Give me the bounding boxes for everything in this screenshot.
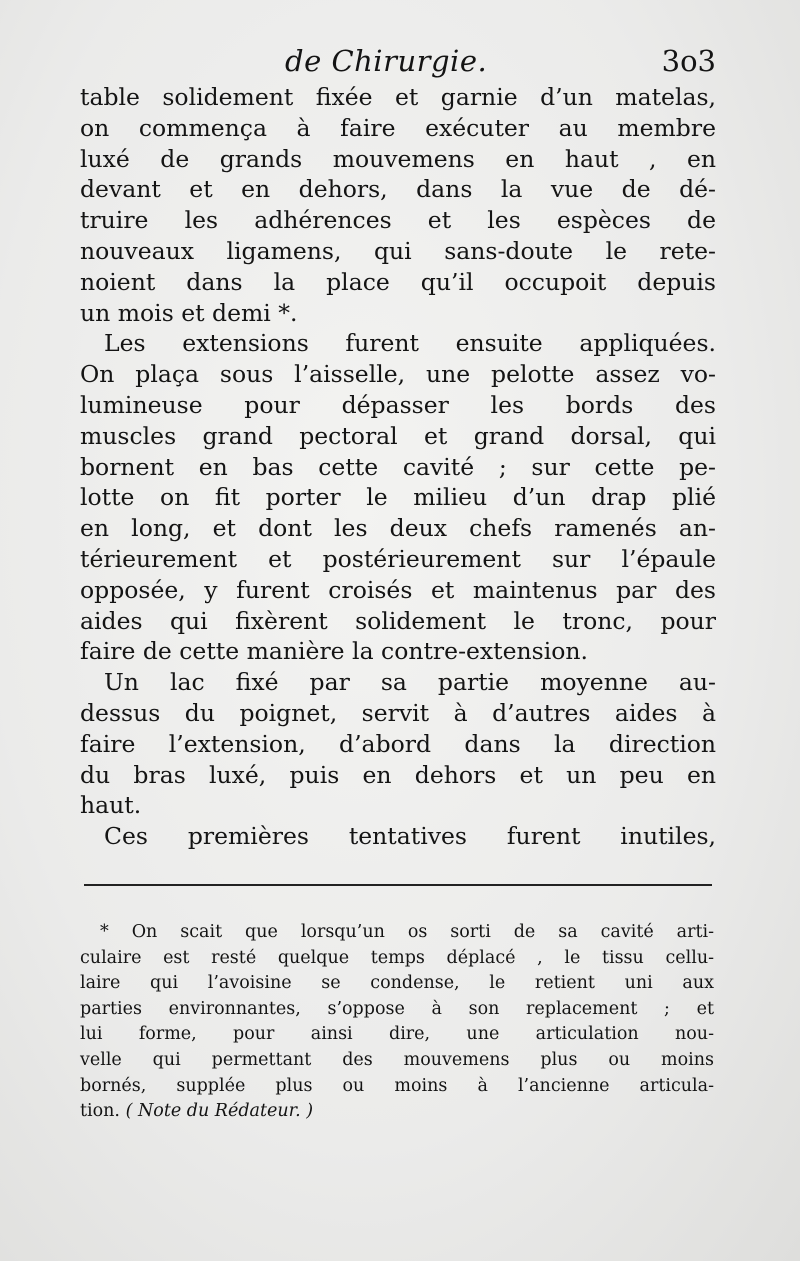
text-line: Un lac fixé par sa partie moyenne au- <box>104 668 716 697</box>
running-title: de Chirurgie. <box>285 44 488 78</box>
text-line: du bras luxé, puis en dehors et un peu en <box>80 760 716 789</box>
text-line: un mois et demi *. <box>80 298 298 327</box>
text-line: On plaça sous l’aisselle, une pelotte assez vo- <box>80 360 716 389</box>
footnote-line: bornés, supplée plus ou moins à l’ancienne articula- <box>80 1075 714 1096</box>
footnote-attribution: ( Note du Rédateur. ) <box>125 1101 314 1122</box>
footnote <box>80 920 714 1125</box>
footnote-line: velle qui permettant des mouvemens plus ou moins <box>80 1049 714 1070</box>
text-line: dessus du poignet, servit à d’autres aides à <box>80 698 716 727</box>
text-line: opposée, y furent croisés et maintenus par des <box>80 575 716 604</box>
text-line: bornent en bas cette cavité ; sur cette pe- <box>80 452 716 481</box>
body-text <box>80 82 716 852</box>
text-line: lotte on fit porter le milieu d’un drap plié <box>80 483 716 512</box>
text-line: lumineuse pour dépasser les bords des <box>80 390 716 419</box>
footnote-line: parties environnantes, s’oppose à son replacement ; et <box>80 998 714 1019</box>
footnote-line: * On scait que lorsqu’un os sorti de sa cavité arti- <box>100 922 714 942</box>
text-line: noient dans la place qu’il occupoit depuis <box>80 267 716 296</box>
text-line: truire les adhérences et les espèces de <box>80 206 716 235</box>
text-line: luxé de grands mouvemens en haut , en <box>80 144 716 173</box>
footnote-line <box>80 1099 714 1125</box>
text-line: nouveaux ligamens, qui sans-doute le rete- <box>80 236 716 265</box>
text-line: aides qui fixèrent solidement le tronc, pour <box>80 606 716 635</box>
text-line: haut. <box>80 791 142 820</box>
text-line: faire de cette manière la contre-extension. <box>80 637 588 666</box>
text-line: on commença à faire exécuter au membre <box>80 113 716 142</box>
text-line: devant et en dehors, dans la vue de dé- <box>80 175 716 204</box>
text-line: faire l’extension, d’abord dans la direction <box>80 729 716 758</box>
text-line: térieurement et postérieurement sur l’épaule <box>80 544 716 573</box>
text-line: muscles grand pectoral et grand dorsal, qui <box>80 421 716 450</box>
page-number: 3o3 <box>661 44 716 78</box>
footnote-divider <box>84 884 712 886</box>
text-line: Les extensions furent ensuite appliquées. <box>104 329 716 358</box>
text-line: Ces premières tentatives furent inutiles, <box>104 822 716 851</box>
page-header <box>80 44 720 84</box>
footnote-line: laire qui l’avoisine se condense, le retient uni aux <box>80 973 714 994</box>
footnote-line: culaire est resté quelque temps déplacé , le tissu cellu- <box>80 947 714 968</box>
footnote-line: lui forme, pour ainsi dire, une articulation nou- <box>80 1024 714 1045</box>
footnote-line-end: tion. <box>80 1101 120 1122</box>
text-line: en long, et dont les deux chefs ramenés an- <box>80 514 716 543</box>
text-line: table solidement fixée et garnie d’un matelas, <box>80 83 716 111</box>
